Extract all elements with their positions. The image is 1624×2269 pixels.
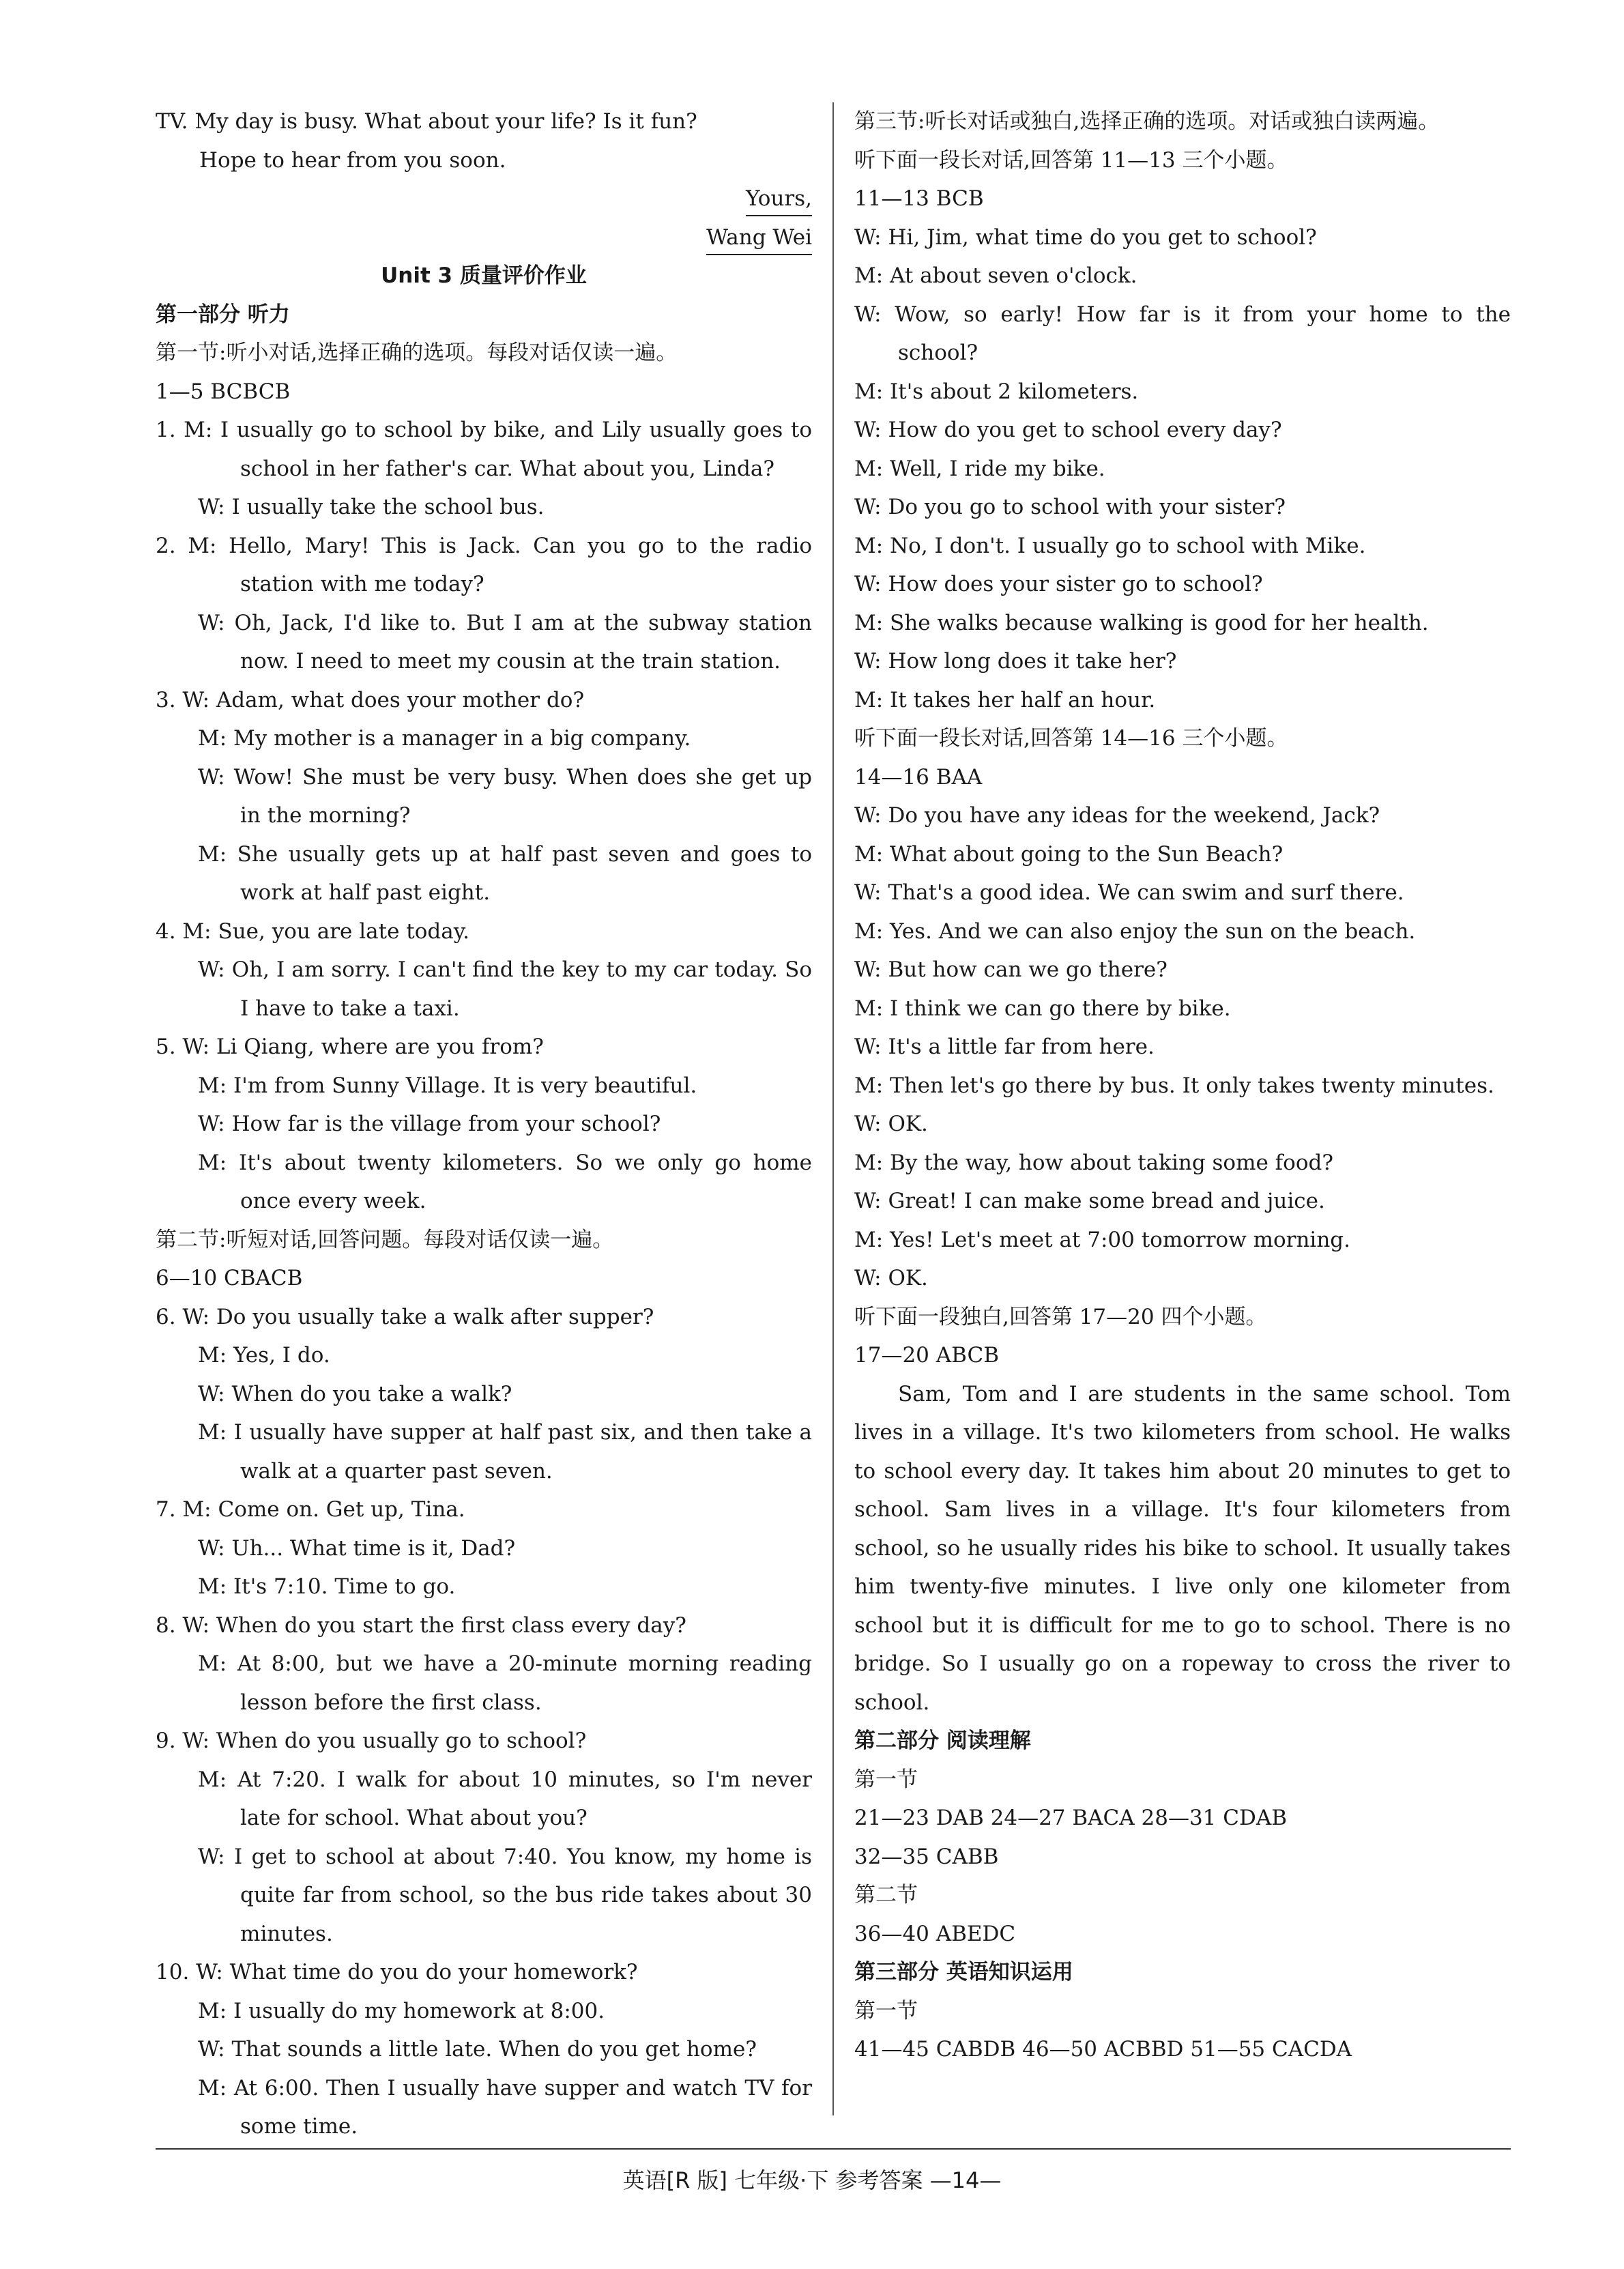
left-line-9: W: I usually take the school bus.	[198, 495, 545, 519]
right-line-3: W: Hi, Jim, what time do you get to school?	[854, 225, 1317, 250]
left-line-18: 5. W: Li Qiang, where are you from?	[156, 1035, 544, 1059]
right-line-24: M: Then let's go there by bus. It only takes twenty minutes.	[854, 1073, 1494, 1098]
right-line-11: W: How does your sister go to school?	[854, 572, 1263, 596]
signature-text: Wang Wei	[706, 221, 812, 255]
right-line-1: 听下面一段长对话,回答第 11—13 三个小题。	[854, 147, 1288, 173]
left-line-0: TV. My day is busy. What about your life? Is it fun?	[156, 109, 697, 134]
right-line-34: 第一节	[854, 1767, 918, 1792]
right-line-39: 第三部分 英语知识运用	[854, 1960, 1073, 1984]
left-line-22: 第二节:听短对话,回答问题。每段对话仅读一遍。	[156, 1227, 614, 1252]
right-line-7: W: How do you get to school every day?	[854, 418, 1282, 442]
right-line-10: M: No, I don't. I usually go to school with Mike.	[854, 533, 1366, 558]
right-line-8: M: Well, I ride my bike.	[854, 456, 1105, 481]
left-line-26: W: When do you take a walk?	[198, 1381, 512, 1406]
right-line-30: 听下面一段独白,回答第 17—20 四个小题。	[854, 1304, 1267, 1329]
right-line-23: W: It's a little far from here.	[854, 1035, 1155, 1059]
left-line-24: 6. W: Do you usually take a walk after supper?	[156, 1304, 654, 1329]
right-line-0: 第三节:听长对话或独白,选择正确的选项。对话或独白读两遍。	[854, 109, 1440, 134]
right-line-15: 听下面一段长对话,回答第 14—16 三个小题。	[854, 726, 1288, 751]
left-line-2	[156, 179, 812, 218]
left-line-34: M: At 7:20. I walk for about 10 minutes, so I'm never late for school. What about you?	[198, 1767, 812, 1830]
left-line-28: 7. M: Come on. Get up, Tina.	[156, 1497, 465, 1522]
right-line-5: W: Wow, so early! How far is it from your home to the school?	[854, 302, 1511, 365]
right-line-29: W: OK.	[854, 1266, 928, 1290]
right-line-26: M: By the way, how about taking some food?	[854, 1150, 1333, 1175]
column-divider	[832, 102, 834, 2115]
left-line-23: 6—10 CBACB	[156, 1266, 303, 1290]
footer-rule	[156, 2148, 1511, 2150]
right-line-18: M: What about going to the Sun Beach?	[854, 841, 1284, 867]
left-line-8: 1. M: I usually go to school by bike, and Lily usually goes to school in her father's car. What about you, Linda?	[156, 418, 812, 481]
left-line-10: 2. M: Hello, Mary! This is Jack. Can you go to the radio station with me today?	[156, 533, 812, 596]
right-line-27: W: Great! I can make some bread and juice.	[854, 1189, 1325, 1213]
left-line-30: M: It's 7:10. Time to go.	[198, 1574, 456, 1599]
left-line-12: 3. W: Adam, what does your mother do?	[156, 687, 585, 712]
left-line-6: 第一节:听小对话,选择正确的选项。每段对话仅读一遍。	[156, 341, 678, 365]
right-line-17: W: Do you have any ideas for the weekend, Jack?	[854, 803, 1380, 828]
right-line-19: W: That's a good idea. We can swim and surf there.	[854, 880, 1404, 905]
left-line-15: M: She usually gets up at half past seven and goes to work at half past eight.	[198, 841, 812, 905]
left-column	[156, 102, 812, 2146]
right-line-4: M: At about seven o'clock.	[854, 263, 1137, 288]
left-line-5: 第一部分 听力	[156, 302, 290, 327]
right-column	[854, 102, 1511, 2069]
left-line-32: M: At 8:00, but we have a 20-minute morning reading lesson before the first class.	[198, 1651, 812, 1715]
left-line-3	[156, 218, 812, 257]
left-line-7: 1—5 BCBCB	[156, 379, 291, 404]
left-line-17: W: Oh, I am sorry. I can't find the key to my car today. So I have to take a taxi.	[198, 957, 812, 1021]
right-line-25: W: OK.	[854, 1112, 928, 1136]
right-line-28: M: Yes! Let's meet at 7:00 tomorrow morning.	[854, 1227, 1351, 1252]
left-line-31: 8. W: When do you start the first class every day?	[156, 1613, 686, 1638]
left-line-20: W: How far is the village from your school?	[198, 1112, 661, 1136]
right-line-35: 21—23 DAB 24—27 BACA 28—31 CDAB	[854, 1806, 1287, 1830]
left-line-25: M: Yes, I do.	[198, 1343, 330, 1368]
left-line-37: M: I usually do my homework at 8:00.	[198, 1998, 605, 2023]
right-line-12: M: She walks because walking is good for her health.	[854, 610, 1429, 635]
page-footer	[0, 2163, 1624, 2195]
left-line-14: W: Wow! She must be very busy. When does she get up in the morning?	[198, 764, 812, 828]
left-line-39: M: At 6:00. Then I usually have supper and watch TV for some time.	[198, 2075, 812, 2139]
right-line-2: 11—13 BCB	[854, 186, 984, 211]
left-line-36: 10. W: What time do you do your homework?	[156, 1960, 638, 1984]
signature-text: Yours,	[746, 182, 812, 216]
right-line-13: W: How long does it take her?	[854, 649, 1177, 674]
right-line-20: M: Yes. And we can also enjoy the sun on the beach.	[854, 919, 1416, 944]
left-line-1: Hope to hear from you soon.	[199, 147, 506, 173]
left-line-21: M: It's about twenty kilometers. So we only go home once every week.	[198, 1150, 812, 1213]
left-line-16: 4. M: Sue, you are late today.	[156, 919, 469, 944]
right-line-22: M: I think we can go there by bike.	[854, 996, 1231, 1021]
right-line-38: 36—40 ABEDC	[854, 1921, 1016, 1946]
right-line-36: 32—35 CABB	[854, 1844, 999, 1869]
left-line-29: W: Uh... What time is it, Dad?	[198, 1535, 516, 1561]
left-line-27: M: I usually have supper at half past six, and then take a walk at a quarter past seven.	[198, 1420, 812, 1484]
right-line-21: W: But how can we go there?	[854, 957, 1168, 982]
right-line-31: 17—20 ABCB	[854, 1343, 999, 1368]
right-line-16: 14—16 BAA	[854, 764, 983, 790]
left-line-38: W: That sounds a little late. When do you get home?	[198, 2037, 757, 2062]
footer-text: 英语[R 版] 七年级·下 参考答案 —14—	[622, 2167, 1002, 2193]
right-line-33: 第二部分 阅读理解	[854, 1729, 1031, 1753]
left-line-11: W: Oh, Jack, I'd like to. But I am at the subway station now. I need to meet my cousin at the train station.	[198, 610, 812, 674]
left-line-35: W: I get to school at about 7:40. You know, my home is quite far from school, so the bus ride takes about 30 minutes.	[198, 1844, 812, 1946]
left-line-33: 9. W: When do you usually go to school?	[156, 1729, 587, 1753]
right-line-41: 41—45 CABDB 46—50 ACBBD 51—55 CACDA	[854, 2037, 1352, 2062]
right-line-9: W: Do you go to school with your sister?	[854, 495, 1286, 519]
right-line-32: Sam, Tom and I are students in the same school. Tom lives in a village. It's two kilometers from school. He walks to school every day. It takes him about 20 minutes to get to school. Sam lives in a village. It's four kilometers from school, so he usually rides his bike to school. It usually takes him twenty-five minutes. I live only one kilometer from school but it is difficult for me to go to school. There is no bridge. So I usually go on a ropeway to cross the river to school.	[854, 1381, 1511, 1715]
left-line-13: M: My mother is a manager in a big company.	[198, 726, 691, 751]
left-line-19: M: I'm from Sunny Village. It is very beautiful.	[198, 1073, 697, 1098]
right-line-14: M: It takes her half an hour.	[854, 687, 1156, 712]
right-line-6: M: It's about 2 kilometers.	[854, 379, 1139, 404]
right-line-37: 第二节	[854, 1883, 918, 1907]
left-line-4: Unit 3 质量评价作业	[381, 263, 587, 288]
right-line-40: 第一节	[854, 1998, 918, 2023]
